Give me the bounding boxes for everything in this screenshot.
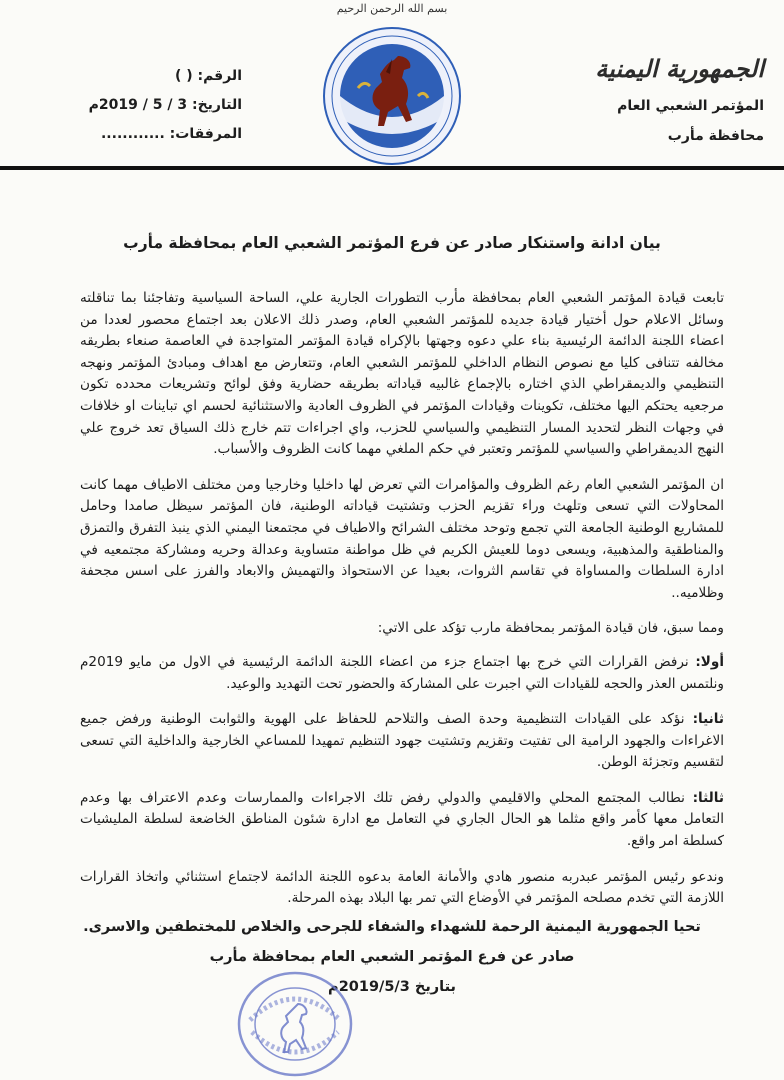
point-first bbox=[80, 652, 724, 695]
header-divider bbox=[0, 166, 784, 170]
closing-issuer: صادر عن فرع المؤتمر الشعبي العام بمحافظة مأرب bbox=[209, 949, 575, 965]
org-name: المؤتمر الشعبي العام bbox=[617, 98, 764, 114]
point-third-text: نطالب المجتمع المحلي والاقليمي والدولي رفض تلك الاجراءات والممارسات وعدم الاعتراف بها وعدم التعامل معها كأمر واقع مثلما هو الحال الجاري في التعامل مع ادارة شئون المناطق الخاضعة لسلطة المليشيات كسلطة امر واقع. bbox=[80, 789, 724, 850]
reference-number: الرقم: ( ) bbox=[174, 68, 242, 84]
paragraph-2: ان المؤتمر الشعبي العام رغم الظروف والمؤامرات التي تعرض لها داخليا وخارجيا ومن مختلف الاطياف مهما كانت المحاولات التي تسعى وتلهث وراء تقزيم الحزب وتشتيت قياداته الوطنية، فان المؤتمر سيظل صامدا وحامل للمشاريع الوطنية الجامعة التي تجمع وتوحد مختلف الشرائح والاطياف في مجتمعنا اليمني الذي ينبذ التفرق والتمزق والمناطقية والمذهبية، ويسعى دوما للعيش الكريم في ظل مواطنة متساوية وعدالة وحريه ومشاركة مجتمعيه في ادارة السلطات والمساواة في تقاسم الثروات، بعيدا عن الاستحواذ والتهميش والابعاد والفرز على اسس مجحفة وظلاميه.. bbox=[80, 476, 724, 601]
paragraph-3: ومما سبق، فان قيادة المؤتمر بمحافظة مارب تؤكد على الاتي: bbox=[377, 620, 724, 637]
point-first-label: أولا: bbox=[695, 653, 724, 670]
letter-date: التاريخ: 3 / 5 / 2019م bbox=[88, 97, 242, 113]
point-third-label: ثالثا: bbox=[692, 789, 724, 806]
paragraph-call: وندعو رئيس المؤتمر عبدربه منصور هادي والأمانة العامة بدعوه اللجنة الدائمة لاجتماع استثنائي واتخاذ القرارات اللازمة التي تخدم مصلحه المؤتمر في الأوضاع التي تمر بها البلاد بهذه المرحلة. bbox=[80, 868, 724, 907]
point-second bbox=[80, 709, 724, 774]
letterhead-right bbox=[554, 52, 764, 150]
point-third bbox=[80, 788, 724, 853]
point-first-text: نرفض القرارات التي خرج بها اجتماع جزء من اعضاء اللجنة الدائمة الرئيسية في الاول من مايو 2019م ونلتمس العذر والحجه للقيادات التي اجبرت على المشاركة والحضور تحت التهديد والوعيد. bbox=[80, 653, 724, 692]
point-second-label: ثانيا: bbox=[692, 711, 724, 728]
republic-name: الجمهورية اليمنية bbox=[595, 54, 764, 83]
branch-name: محافظة مأرب bbox=[667, 128, 764, 144]
party-emblem-logo bbox=[322, 26, 462, 166]
closing-block bbox=[60, 912, 724, 1002]
letterhead-left bbox=[62, 62, 242, 149]
point-second-text: نؤكد على القيادات التنظيمية وحدة الصف والتلاحم للحفاظ على الهوية والثوابت الوطنية ورفض جميع الاغراءات والجهود الرامية الى تفتيت وتقزيم وتشتيت جهود التنظيم تمهيدا للمساعي الخارجية والداخلية التي تسعى لتقسيم وتجزئة الوطن. bbox=[80, 711, 724, 771]
closing-date: بتاريخ 2019/5/3م bbox=[328, 979, 456, 995]
closing-salute: تحيا الجمهورية اليمنية الرحمة للشهداء والشفاء للجرحى والخلاص للمختطفين والاسرى. bbox=[83, 919, 701, 935]
official-stamp bbox=[236, 970, 354, 1078]
stamp-horse-icon bbox=[281, 1004, 306, 1052]
basmala: بسم الله الرحمن الرحيم bbox=[336, 2, 448, 15]
letterhead bbox=[0, 0, 784, 168]
statement-title: بيان ادانة واستنكار صادر عن فرع المؤتمر الشعبي العام بمحافظة مأرب bbox=[123, 234, 661, 252]
paragraph-1: تابعت قيادة المؤتمر الشعبي العام بمحافظة مأرب التطورات الجارية علي، الساحة السياسية وتفاجئنا بما تناقلته وسائل الاعلام حول أختيار قيادة جديده للمؤتمر الشعبي العام، وصدر ذلك الاعلان بعد اجتماع محصور لعددا من اعضاء اللجنة الدائمة الرئيسية بناء علي دعوه وجهتها بالإكراه قيادة المؤتمر المتواجدة في العاصمة صنعاء بطريقه مخالفه تتنافى كليا مع نصوص النظام الداخلي للمؤتمر الشعبي العام، وتتعارض مع اهداف ومبادئ المؤتمر ونهجه التنظيمي والديمقراطي الذي اختاره بالإجماع غالبيه قياداته بطريقه حضارية وفق لوائح وتشريعات محدده تكون مرجعيه يحتكم اليها مختلف، تكوينات وقيادات المؤتمر في الظروف العادية والاستثنائية لحسم اي تباينات او خلافات في وجهات النظر لتحديد المسار التنظيمي والسياسي للحزب، واي اجراءات تتم خارج ذلك السياق تعد خروج علي النهج الديمقراطي والسياسي للمؤتمر وتعتبر في حكم الملغي مهما كانت الظروف والأسباب. bbox=[80, 290, 724, 458]
attachments: المرفقات: ............ bbox=[100, 126, 242, 142]
statement-body bbox=[80, 288, 724, 924]
